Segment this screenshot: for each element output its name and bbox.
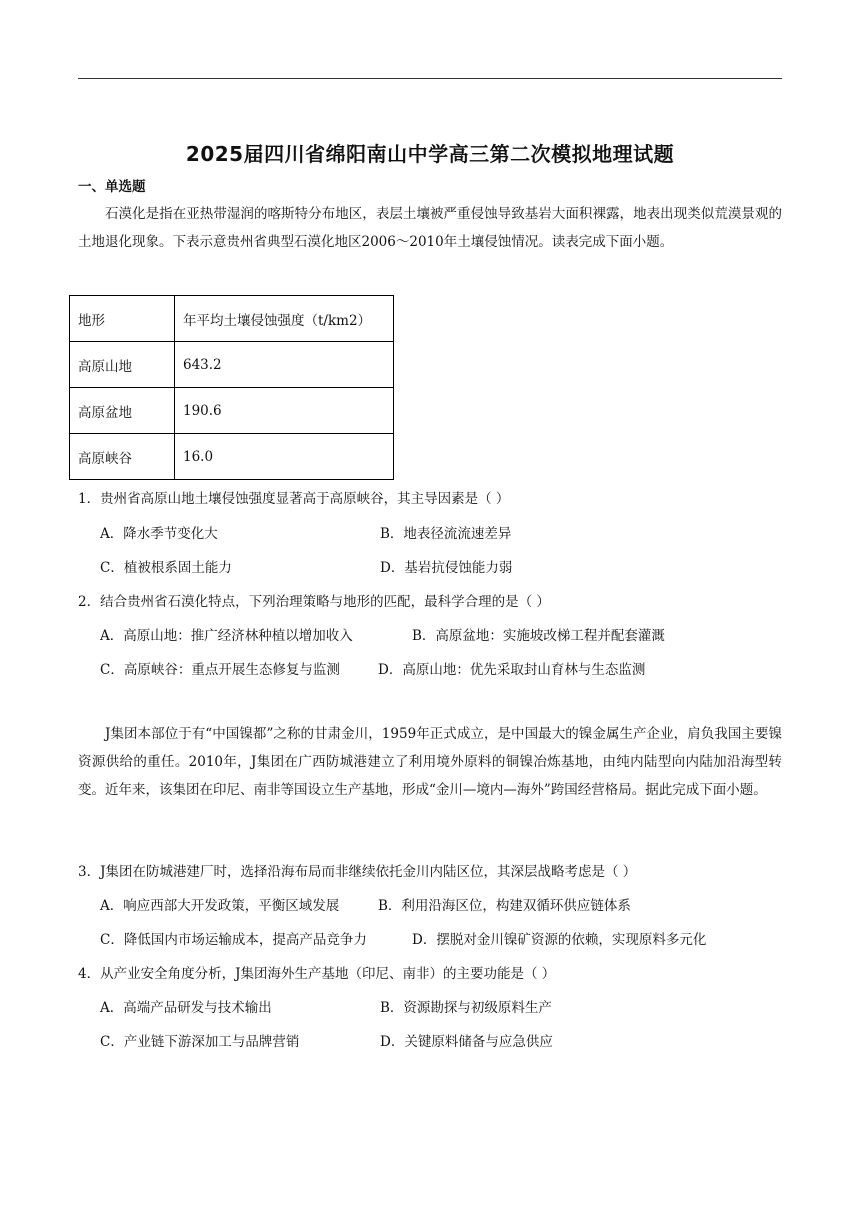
question-4-stem: 4．从产业安全角度分析，J集团海外生产基地（印尼、南非）的主要功能是（ ）: [78, 966, 556, 982]
table-cell: 高原峡谷: [70, 434, 175, 480]
question-2-stem: 2．结合贵州省石漠化特点，下列治理策略与地形的匹配，最科学合理的是（ ）: [78, 594, 550, 610]
exam-title: 2025届四川省绵阳南山中学高三第二次模拟地理试题: [185, 142, 675, 166]
question-3-option-b[interactable]: B．利用沿海区位，构建双循环供应链体系: [378, 898, 631, 914]
question-1-option-c[interactable]: C．植被根系固土能力: [100, 560, 232, 576]
table-header-cell: 地形: [70, 296, 175, 342]
question-4-option-c[interactable]: C．产业链下游深加工与品牌营销: [100, 1034, 300, 1050]
question-2-option-c[interactable]: C．高原峡谷：重点开展生态修复与监测: [100, 662, 340, 678]
question-3-option-c[interactable]: C．降低国内市场运输成本，提高产品竞争力: [100, 932, 367, 948]
question-4-option-d[interactable]: D．关键原料储备与应急供应: [380, 1034, 553, 1050]
table-header-cell: 年平均土壤侵蚀强度（t/km2）: [175, 296, 394, 342]
question-3-option-d[interactable]: D．摆脱对金川镍矿资源的依赖，实现原料多元化: [412, 932, 707, 948]
table-row: [70, 342, 394, 388]
question-1-stem: 1．贵州省高原山地土壤侵蚀强度显著高于高原峡谷，其主导因素是（ ）: [78, 491, 510, 507]
table-cell: 高原山地: [70, 342, 175, 388]
question-4-option-b[interactable]: B．资源勘探与初级原料生产: [380, 1000, 552, 1016]
passage-1: 石漠化是指在亚热带湿润的喀斯特分布地区，表层土壤被严重侵蚀导致基岩大面积裸露，地表出现类似荒漠景观的土地退化现象。下表示意贵州省典型石漠化地区2006～2010年土壤侵蚀情况。读表完成下面小题。: [78, 206, 782, 250]
question-2-option-d[interactable]: D．高原山地：优先采取封山育林与生态监测: [378, 662, 646, 678]
erosion-table: [69, 295, 394, 480]
table-cell: 190.6: [175, 388, 394, 434]
table-cell: 高原盆地: [70, 388, 175, 434]
question-1-option-b[interactable]: B．地表径流流速差异: [380, 526, 512, 542]
question-3-stem: 3．J集团在防城港建厂时，选择沿海布局而非继续依托金川内陆区位，其深层战略考虑是（ ）: [78, 864, 637, 880]
question-2-option-a[interactable]: A．高原山地：推广经济林种植以增加收入: [100, 628, 353, 644]
question-1-option-d[interactable]: D．基岩抗侵蚀能力弱: [380, 560, 513, 576]
question-3-option-a[interactable]: A．响应西部大开发政策，平衡区域发展: [100, 898, 340, 914]
header-rule: [78, 78, 782, 79]
question-1-option-a[interactable]: A．降水季节变化大: [100, 526, 218, 542]
table-row: [70, 388, 394, 434]
section-heading: 一、单选题: [78, 179, 146, 195]
table-cell: 643.2: [175, 342, 394, 388]
question-4-option-a[interactable]: A．高端产品研发与技术输出: [100, 1000, 272, 1016]
question-2-option-b[interactable]: B．高原盆地：实施坡改梯工程并配套灌溉: [412, 628, 665, 644]
table-row: [70, 434, 394, 480]
passage-2: J集团本部位于有“中国镍都”之称的甘肃金川，1959年正式成立，是中国最大的镍金属生产企业，肩负我国主要镍资源供给的重任。2010年，J集团在广西防城港建立了利用境外原料的铜镍冶炼基地，由纯内陆型向内陆加沿海型转变。近年来，该集团在印尼、南非等国设立生产基地，形成“金川—境内—海外”跨国经营格局。据此完成下面小题。: [78, 726, 782, 798]
table-header-row: [70, 296, 394, 342]
table-cell: 16.0: [175, 434, 394, 480]
